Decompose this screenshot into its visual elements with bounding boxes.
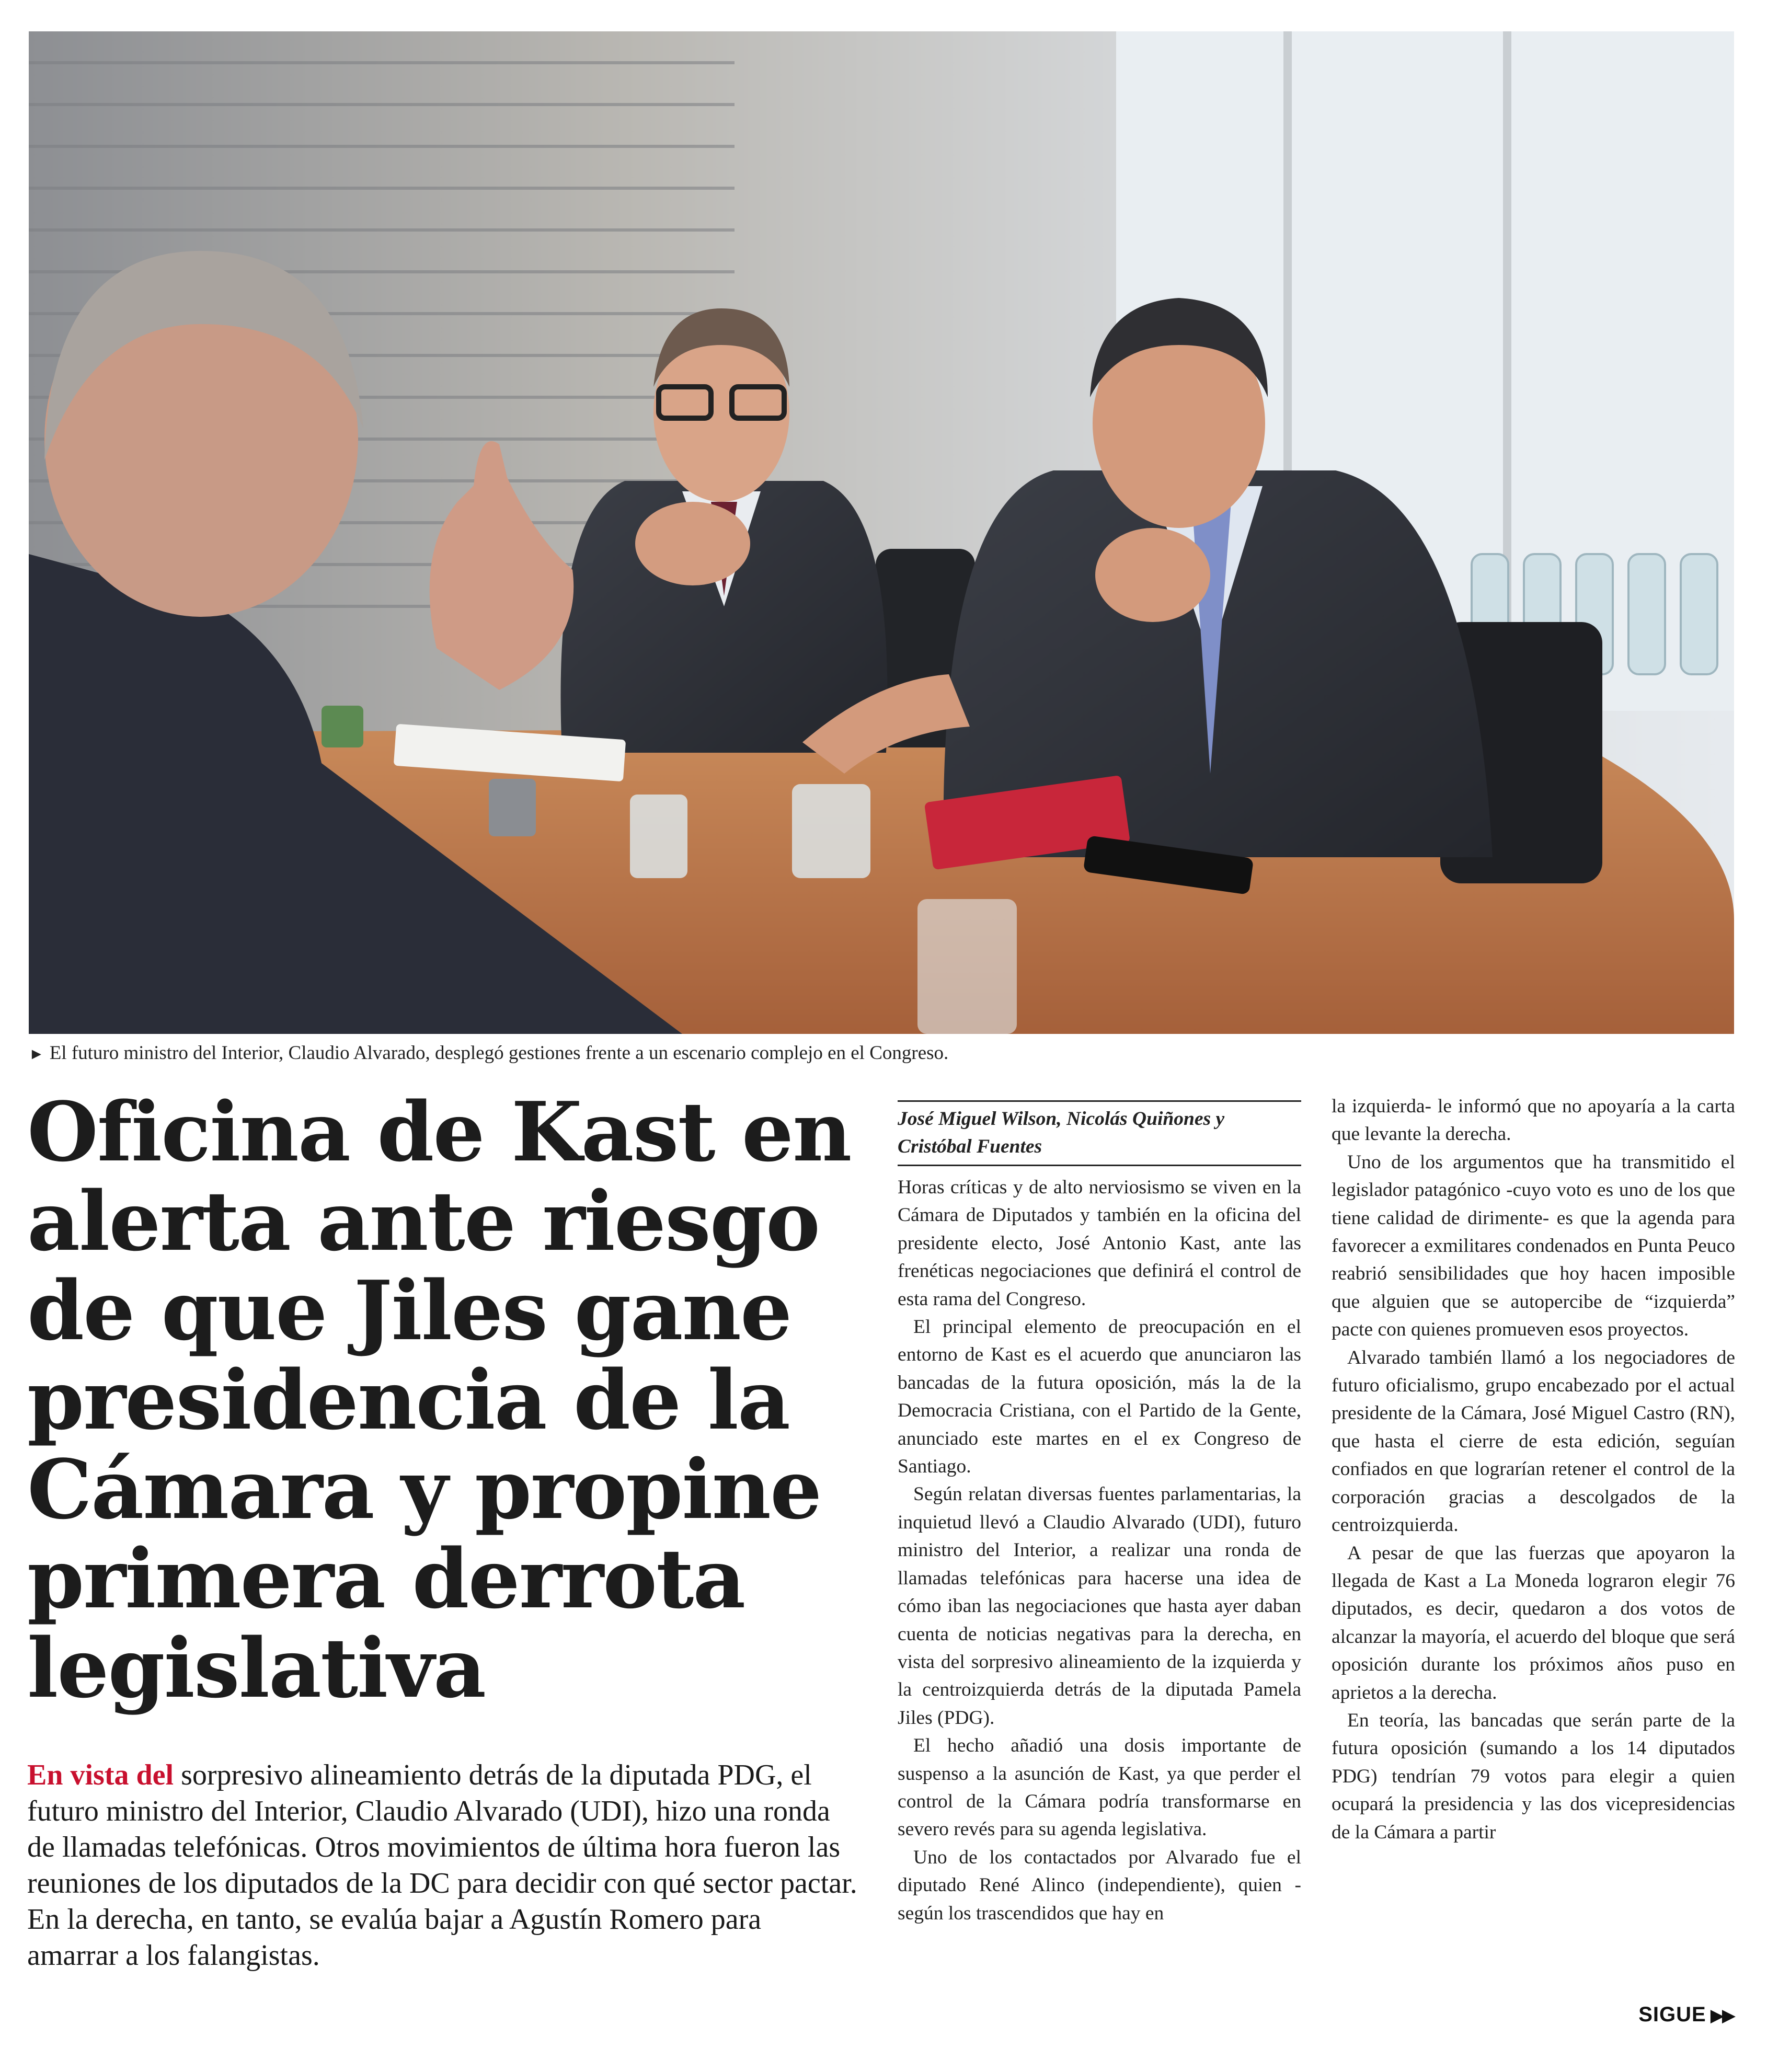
body-paragraph: El principal elemento de preocupación en el entorno de Kast es el acuerdo que anunciaron las bancadas de la futura oposición, más la de la Democracia Cristiana, con el Partido de la Gente, anunciado este martes en el ex Congreso de Santiago.: [898, 1316, 1301, 1478]
body-paragraph: la izquierda- le informó que no apoyaría a la carta que levante la derecha.: [1332, 1096, 1735, 1145]
meeting-photo-illustration: [29, 31, 1734, 1034]
double-arrow-right-icon: ▶▶: [1710, 2006, 1734, 2025]
continue-label: SIGUE: [1638, 2003, 1706, 2026]
lede-text: sorpresivo alineamiento detrás de la diputada PDG, el futuro ministro del Interior, Claudio Alvarado (UDI), hizo una ronda de llamadas telefónicas. Otros movimientos de última hora fueron las reuniones de los diputados de la DC para decidir con qué sector pactar. En la derecha, en tanto, se evalúa bajar a Agustín Romero para amarrar a los falangistas.: [27, 1759, 857, 1972]
body-paragraph: Alvarado también llamó a los negociadores de futuro oficialismo, grupo encabezado por el actual presidente de la Cámara, José Miguel Castro (RN), que hasta el cierre de esta edición, seguían confiados en que lograrían retener el control de la corporación gracias a descolgados de la centroizquierda.: [1332, 1346, 1735, 1536]
body-paragraph: El hecho añadió una dosis importante de suspenso a la asunción de Kast, ya que perder el control de la Cámara podría transformarse en severo revés para su agenda legislativa.: [898, 1735, 1301, 1840]
body-column-2: [1332, 1092, 1735, 1846]
body-paragraph: Uno de los contactados por Alvarado fue el diputado René Alinco (independiente), quien -según los trascendidos que hay en: [898, 1846, 1301, 1924]
caption-text: El futuro ministro del Interior, Claudio Alvarado, desplegó gestiones frente a un escenario complejo en el Congreso.: [49, 1042, 949, 1064]
body-paragraph: Horas críticas y de alto nerviosismo se viven en la Cámara de Diputados y también en la oficina del presidente electo, José Antonio Kast, ante las frenéticas negociaciones que definirá el control de esta rama del Congreso.: [898, 1177, 1301, 1310]
body-paragraph: A pesar de que las fuerzas que apoyaron la llegada de Kast a La Moneda lograron elegir 76 diputados, es decir, quedaron a dos votos de alcanzar la mayoría, el acuerdo del bloque que será oposición durante los próximos años puso en aprietos a la derecha.: [1332, 1542, 1735, 1703]
caption-marker-icon: ►: [29, 1045, 44, 1063]
byline: José Miguel Wilson, Nicolás Quiñones y Cristóbal Fuentes: [898, 1100, 1301, 1166]
article-photo: [29, 31, 1734, 1034]
continue-link[interactable]: [1638, 2003, 1734, 2027]
article-lede: [27, 1757, 858, 1974]
article-headline: Oficina de Kast en alerta ante riesgo de que Jiles gane presidencia de la Cámara y propine primera derrota legislativa: [27, 1084, 851, 1716]
body-paragraph: Según relatan diversas fuentes parlamentarias, la inquietud llevó a Claudio Alvarado (UDI), futuro ministro del Interior, a realizar una ronda de llamadas telefónicas para hacerse una idea de cómo iban las negociaciones que hasta ayer daban cuenta de noticias negativas para la derecha, en vista del sorpresivo alineamiento de la izquierda y la centroizquierda detrás de la diputada Pamela Jiles (PDG).: [898, 1483, 1301, 1729]
body-paragraph: En teoría, las bancadas que serán parte de la futura oposición (sumando a los 14 diputados PDG) tendrían 79 votos para elegir a quien ocupará la presidencia y las dos vicepresidencias de la Cámara a partir: [1332, 1709, 1735, 1843]
photo-caption: [29, 1040, 1734, 1067]
body-column-1: [898, 1100, 1301, 1927]
lede-kicker: En vista del: [27, 1759, 174, 1791]
body-paragraph: Uno de los argumentos que ha transmitido el legislador patagónico -cuyo voto es uno de los que tiene calidad de dirimente- es que la agenda para favorecer a exmilitares condenados en Punta Peuco reabrió sensibilidades que hoy hacen imposible que alguien que se autopercibe de “izquierda” pacte con quienes promueven esos proyectos.: [1332, 1151, 1735, 1341]
